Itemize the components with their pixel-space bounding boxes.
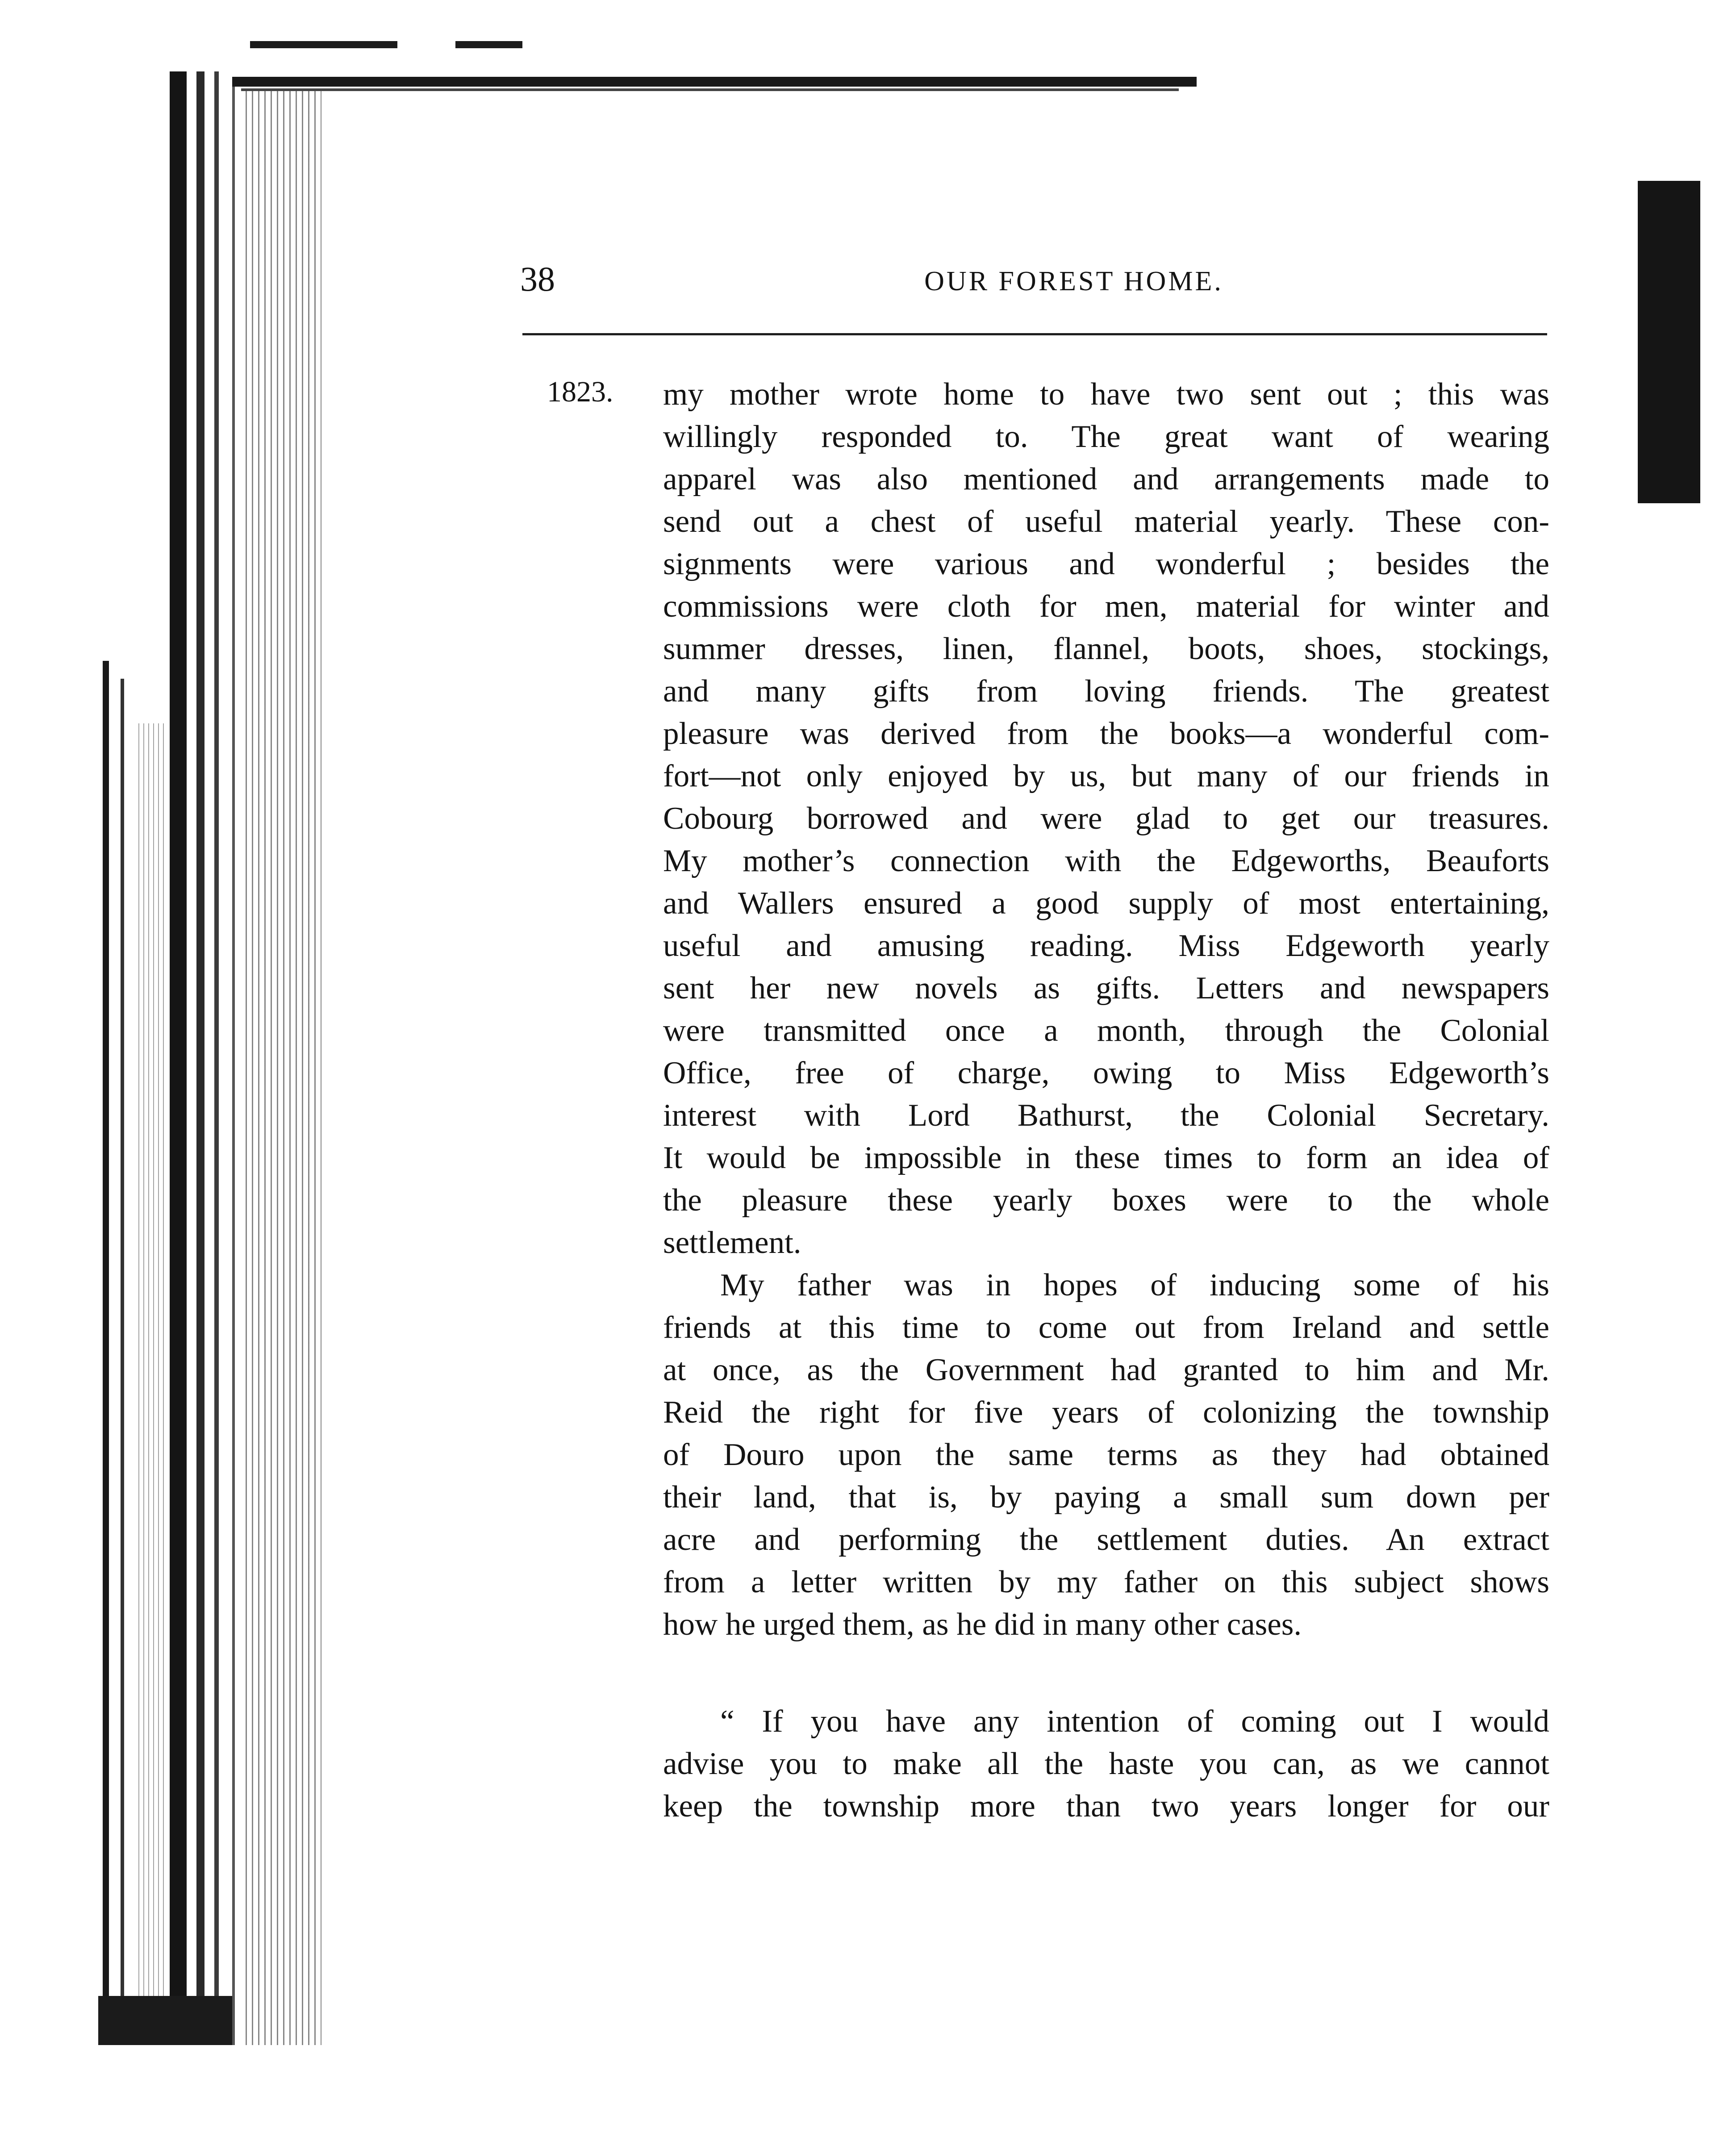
binding-edge [121,679,124,2009]
binding-texture [138,723,165,2018]
binding-edge [103,661,109,2000]
text-line: the pleasure these yearly boxes were to the whole [663,1183,1549,1218]
text-line: send out a chest of useful material yearly. These con- [663,504,1549,539]
margin-year-note: 1823. [547,376,613,408]
text-line: Cobourg borrowed and were glad to get our treasures. [663,801,1549,836]
text-line: friends at this time to come out from Ireland and settle [663,1310,1549,1345]
text-line: My mother’s connection with the Edgeworths, Beauforts [663,843,1549,878]
text-line: from a letter written by my father on this subject shows [663,1565,1549,1599]
page-binding-shadow [103,54,321,2058]
scan-top-edge [241,88,1179,91]
text-line: useful and amusing reading. Miss Edgeworth yearly [663,928,1549,963]
letter-quotation [663,1700,1549,1828]
text-line: and many gifts from loving friends. The greatest [663,674,1549,709]
binding-edge [170,71,187,2045]
binding-edge [214,71,219,2045]
paragraph [663,373,1549,1264]
header-rule [522,333,1547,335]
text-line: interest with Lord Bathurst, the Colonial Secretary. [663,1098,1549,1133]
text-line: commissions were cloth for men, material for winter and [663,589,1549,624]
running-title: OUR FOREST HOME. [924,266,1223,296]
text-line: willingly responded to. The great want of wearing [663,419,1549,454]
body-text [663,373,1549,1646]
binding-edge [232,80,235,2045]
scan-mark [250,41,397,48]
text-line: Office, free of charge, owing to Miss Edgeworth’s [663,1056,1549,1090]
page-number: 38 [520,259,555,298]
text-line: at once, as the Government had granted to him and Mr. [663,1353,1549,1387]
text-line: my mother wrote home to have two sent out ; this was [663,377,1549,412]
text-line: signments were various and wonderful ; besides the [663,547,1549,581]
text-line: pleasure was derived from the books—a wonderful com- [663,716,1549,751]
binding-corner [98,1996,232,2045]
paragraph [663,1264,1549,1646]
binding-texture [246,89,321,2045]
text-line: “ If you have any intention of coming out I would [720,1704,1549,1739]
text-line: sent her new novels as gifts. Letters and newspapers [663,971,1549,1006]
text-line: and Wallers ensured a good supply of most entertaining, [663,886,1549,921]
text-line: My father was in hopes of inducing some of his [720,1268,1549,1303]
running-header [520,255,1547,304]
scan-edge-block [1638,181,1700,503]
text-line: their land, that is, by paying a small sum down per [663,1480,1549,1515]
scan-mark [455,41,522,48]
text-line: fort—not only enjoyed by us, but many of our friends in [663,759,1549,793]
binding-edge [196,71,204,2045]
text-line: summer dresses, linen, flannel, boots, shoes, stockings, [663,631,1549,666]
text-line: keep the township more than two years longer for our [663,1789,1549,1824]
text-line: Reid the right for five years of colonizing the township [663,1395,1549,1430]
text-line: apparel was also mentioned and arrangements made to [663,462,1549,497]
text-line: of Douro upon the same terms as they had obtained [663,1437,1549,1472]
text-line: advise you to make all the haste you can, as we cannot [663,1746,1549,1781]
text-line: were transmitted once a month, through the Colonial [663,1013,1549,1048]
scan-top-edge [232,77,1197,87]
text-line: acre and performing the settlement duties. An extract [663,1522,1549,1557]
text-line: settlement. [663,1225,801,1260]
text-line: how he urged them, as he did in many other cases. [663,1607,1302,1642]
text-line: It would be impossible in these times to form an idea of [663,1140,1549,1175]
